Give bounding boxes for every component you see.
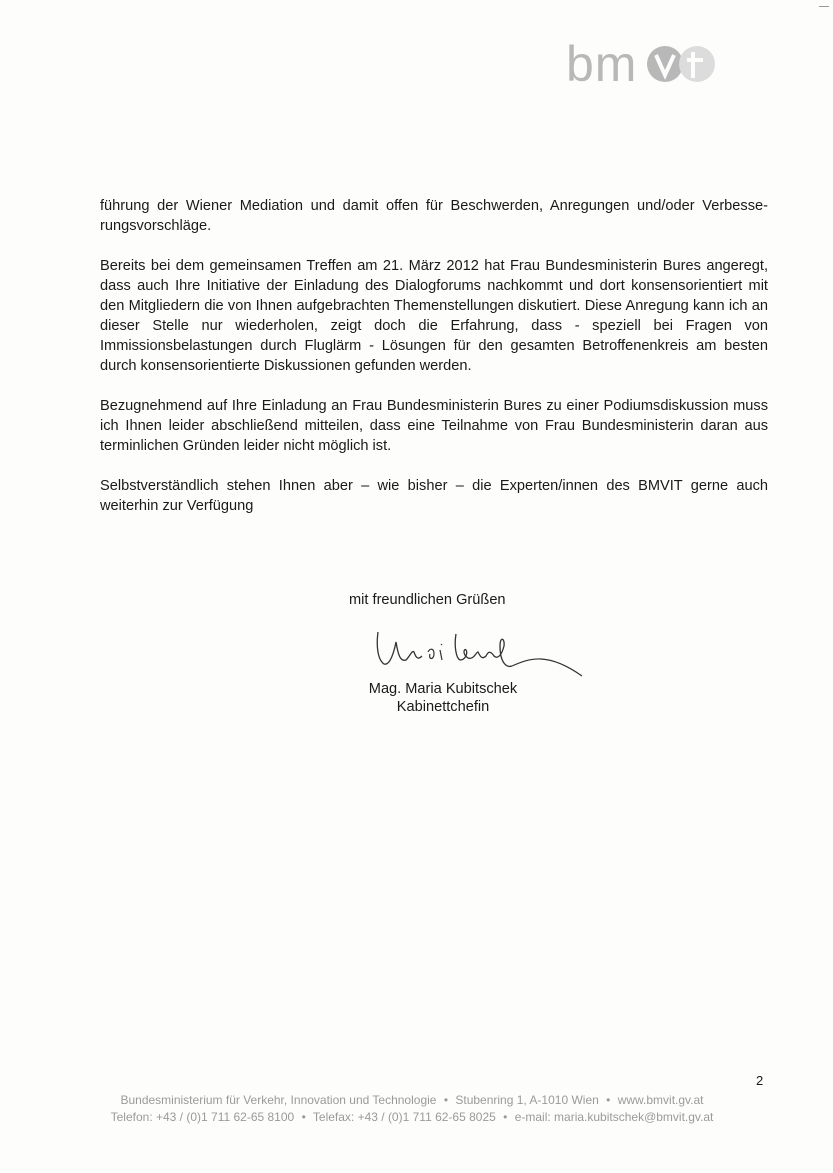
paragraph-1: führung der Wiener Mediation und damit offen für Beschwerden, Anregungen und/oder Verbesse-rungsvorschläge. (100, 198, 768, 234)
signer-block (355, 680, 531, 716)
footer-org: Bundesministerium für Verkehr, Innovation und Technologie (120, 1093, 437, 1107)
letter-body (100, 196, 768, 536)
bmvit-logo (566, 38, 769, 90)
signer-title: Kabinettchefin (396, 699, 490, 715)
signer-name: Mag. Maria Kubitschek (368, 681, 518, 697)
closing-greeting: mit freundlichen Grüßen (349, 592, 506, 608)
logo-mark-icon (639, 38, 769, 90)
footer-line-2 (92, 1109, 732, 1126)
page-number: 2 (756, 1073, 764, 1088)
footer-web: www.bmvit.gv.at (617, 1093, 704, 1107)
footer (92, 1092, 732, 1126)
footer-email: e-mail: maria.kubitschek@bmvit.gv.at (514, 1110, 714, 1124)
footer-separator: • (443, 1093, 449, 1107)
handwritten-signature (370, 622, 590, 682)
paragraph-4: Selbstverständlich stehen Ihnen aber – wie bisher – die Experten/innen des BMVIT gerne auch weiterhin zur Verfügung (100, 478, 768, 514)
paragraph-2: Bereits bei dem gemeinsamen Treffen am 21. März 2012 hat Frau Bundesministerin Bures angeregt, dass auch Ihre Initiative der Einladung des Dialogforums nachkommt und dort konsensorientiert mit den Mitgliedern die von Ihnen aufgebrachten Themenstellungen diskutiert. Diese Anregung kann ich an dieser Stelle nur wiederholen, zeigt doch die Erfahrung, dass - speziell bei Fragen von Immissionsbelastungen durch Fluglärm - Lösungen für den gesamten Betroffenenkreis am besten durch konsensorientierte Diskussionen gefunden werden. (100, 258, 768, 374)
logo-text: bm (566, 36, 638, 92)
footer-separator: • (301, 1110, 306, 1124)
footer-address: Stubenring 1, A-1010 Wien (455, 1093, 599, 1107)
paragraph-3: Bezugnehmend auf Ihre Einladung an Frau Bundesministerin Bures zu einer Podiumsdiskussion muss ich Ihnen leider abschließend mitteilen, dass eine Teilnahme von Frau Bundesministerin daran aus terminlichen Gründen leider nicht möglich ist. (100, 398, 768, 454)
footer-separator: • (503, 1110, 508, 1124)
footer-line-1 (92, 1092, 732, 1109)
footer-phone: Telefon: +43 / (0)1 711 62-65 8100 (110, 1110, 295, 1124)
footer-separator: • (606, 1093, 611, 1107)
corner-mark (819, 6, 829, 7)
footer-fax: Telefax: +43 / (0)1 711 62-65 8025 (312, 1110, 496, 1124)
